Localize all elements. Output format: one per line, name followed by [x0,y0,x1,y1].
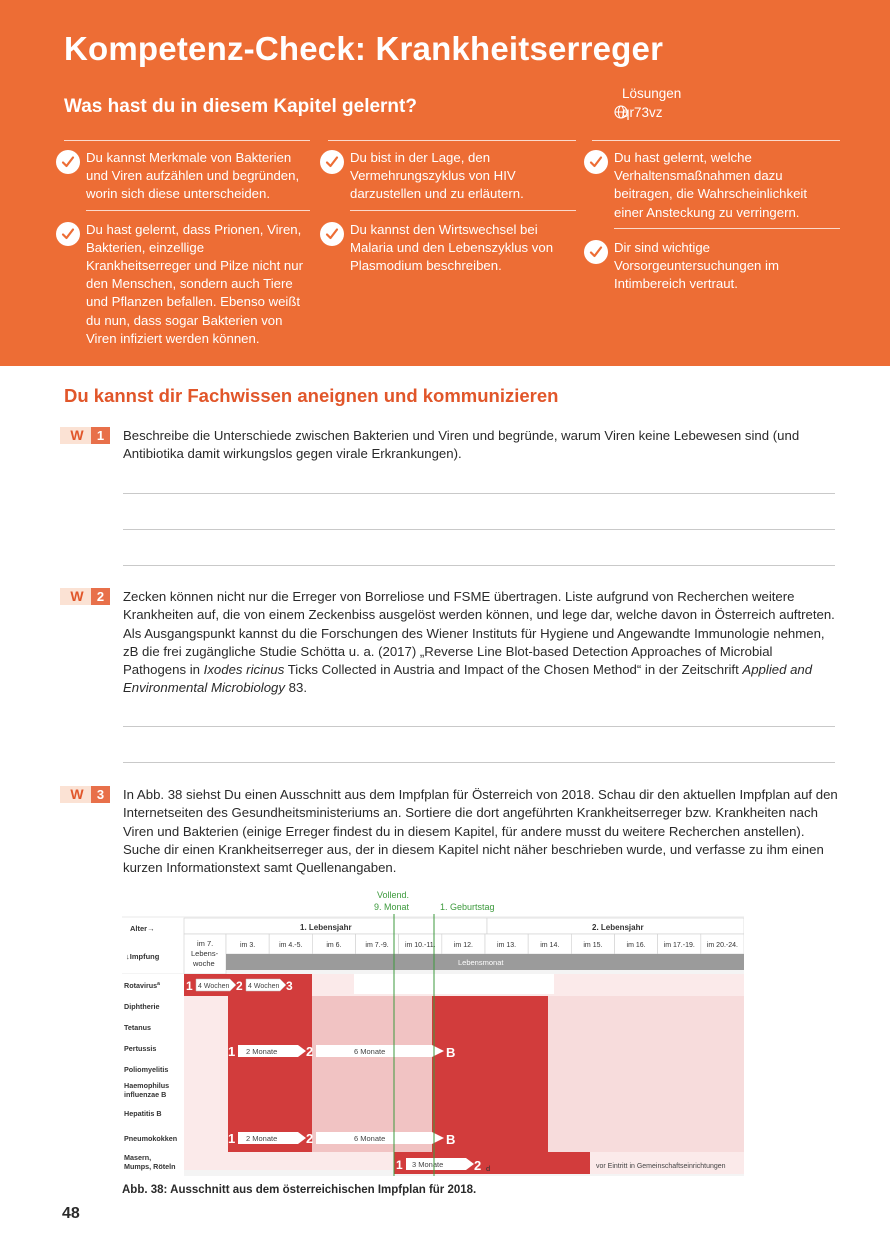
checklist-text: Du hast gelernt, dass Prionen, Viren, Bakterien, einzellige Krankheitserreger und Pilze nicht nur den Menschen, sondern auch Tiere und Pflanzen befallen. Ebenso weißt du nun, dass sogar Bakterien von Viren infiziert werden können. [86,221,303,346]
light-red-zone-2 [548,996,744,1152]
task-text: Beschreibe die Unterschiede zwischen Bakterien und Viren und begründe, warum Viren keine Lebewesen sind (und Antibiotika damit wirkungslos gegen virale Erkrankungen). [123,428,800,462]
divider [350,210,576,211]
vaccine-label: Mumps, Röteln [124,1162,176,1171]
pneumo-dose-b: B [446,1132,456,1147]
mmr-dose-2: 2 [474,1158,482,1173]
vaccine-label: Poliomyelitis [124,1065,169,1074]
checklist-column-3 [592,140,840,303]
checklist-item [592,149,840,229]
globe-icon [614,105,628,119]
divider [614,228,840,229]
page-title: Kompetenz-Check: Krankheitserreger [64,30,664,67]
pertussis-interval-1: 2 Monate [246,1047,278,1056]
pneumo-dose-1: 1 [228,1131,236,1146]
check-icon [584,150,608,174]
solutions-code: qr73vz [622,105,663,120]
checklist-column-2 [328,140,576,285]
divider [592,140,840,141]
check-icon [320,222,344,246]
month-label: im 13. [497,942,517,949]
pertussis-dose-2: 2 [306,1044,314,1059]
vaccination-schedule-figure [122,888,744,1176]
marker-geburtstag: 1. Geburtstag [440,902,495,912]
check-icon [584,240,608,264]
vaccine-label: Tetanus [124,1023,152,1032]
task-badge-number: 3 [91,786,110,803]
pneumo-interval-2: 6 Monate [354,1134,386,1143]
checklist-item [64,149,310,211]
check-icon [56,222,80,246]
task-text: Zecken können nicht nur die Erreger von Borreliose und FSME übertragen. Liste aufgrund von Recherchen weitere Krankheiten auf, die von einem Zeckenbiss ausgelöst werden können, und lege dar, welche davon in Österreich auftreten. Als Ausgangspunkt kannst du die Forschungen des Wiener Instituts für Hygiene und Angewandte Immunologie nehmen, zB die frei zugängliche Studie Schötta u. a. (2017) „Reverse Line Blot-based Detection Approaches of Microbial Pathogens in Ixodes ricinus Ticks Collected in Austria and Impact of the Chosen Method“ in der Zeitschrift Applied and Environmental Microbiology 83. [123,589,835,696]
checklist-item [328,221,576,276]
task-badge-letter: W [60,427,94,444]
rota-interval-2: 4 Wochen [248,983,280,990]
pertussis-interval-2: 6 Monate [354,1047,386,1056]
checklist-text: Du kannst Merkmale von Bakterien und Viren aufzählen und begründen, worin sich diese unterscheiden. [86,150,300,202]
checklist-item [592,239,840,294]
rota-interval-1: 4 Wochen [198,983,230,990]
vaccine-label: influenzae B [124,1090,167,1099]
task-badge [60,427,113,444]
pertussis-dose-b: B [446,1045,456,1060]
answer-line[interactable] [123,493,835,494]
header-subtitle: Was hast du in diesem Kapitel gelernt? [64,96,417,117]
checklist-item [64,221,310,348]
answer-line[interactable] [123,726,835,727]
task-badge-letter: W [60,786,94,803]
week-col-line3: woche [193,959,215,968]
rota-dose-3: 3 [286,979,293,993]
page-number: 48 [62,1205,80,1222]
divider [64,140,310,141]
check-icon [320,150,344,174]
month-label: im 4.-5. [279,942,303,949]
impfung-label: ↓Impfung [126,952,160,961]
checklist-text: Dir sind wichtige Vorsorgeuntersuchungen im Intimbereich vertraut. [614,239,779,292]
month-label: im 6. [326,942,342,949]
dark-red-zone-2 [432,996,548,1152]
vaccine-label: Diphtherie [124,1002,160,1011]
light-red-zone [312,996,432,1152]
month-label: im 3. [239,942,256,949]
solutions-label: Lösungen [622,86,682,101]
month-label: im 7.-9. [365,942,389,949]
pneumo-interval-1: 2 Monate [246,1134,278,1143]
month-label: im 10.-11. [404,942,436,949]
answer-line[interactable] [123,565,835,566]
week-col-line1: im 7. [197,939,214,948]
vaccine-label: Pneumokokken [124,1134,178,1143]
checklist-item [328,149,576,211]
dark-red-zone-1 [228,996,312,1152]
vaccine-label: Masern, [124,1153,152,1162]
rota-dose-1: 1 [186,979,193,993]
check-icon [56,150,80,174]
week-col-line2: Lebens- [191,949,219,958]
year2-label: 2. Lebensjahr [592,923,644,932]
month-label: im 12. [453,942,473,949]
vaccine-footnote-marker: a [157,981,160,987]
checklist-text: Du hast gelernt, welche Verhaltensmaßnahmen dazu beitragen, die Wahrscheinlichkeit einer Ansteckung zu verringern. [614,150,808,220]
answer-line[interactable] [123,529,835,530]
section-title: Du kannst dir Fachwissen aneignen und kommunizieren [64,385,559,406]
marker-vollend: Vollend. [377,890,410,900]
checklist-text: Du bist in der Lage, den Vermehrungszyklus von HIV darzustellen und zu erläutern. [350,150,524,202]
month-label: im 17.-19. [663,942,695,949]
month-label: im 20.-24. [706,942,738,949]
answer-line[interactable] [123,762,835,763]
month-label: im 15. [583,942,603,949]
mmr-interval: 3 Monate [412,1160,444,1169]
competence-check-header [0,0,890,366]
divider [86,210,310,211]
lebensmonat-label: Lebensmonat [458,958,504,967]
school-entry-label: vor Eintritt in Gemeinschaftseinrichtungen [596,1163,726,1170]
mmr-dose-1: 1 [396,1158,403,1172]
rota-dose-2: 2 [236,979,243,993]
task-badge-letter: W [60,588,94,605]
alter-label: Alter→ [130,924,155,933]
month-label: im 16. [626,942,646,949]
task-badge [60,588,113,605]
figure-caption: Abb. 38: Ausschnitt aus dem österreichischen Impfplan für 2018. [122,1184,477,1196]
marker-9-monat: 9. Monat [374,902,410,912]
task-badge-number: 2 [91,588,110,605]
year1-label: 1. Lebensjahr [300,923,352,932]
task-badge-number: 1 [91,427,110,444]
vaccine-label: Rotavirus$^a$ [124,981,160,990]
mmr-suffix: d [486,1164,491,1173]
month-label: im 14. [540,942,560,949]
vaccine-label: Haemophilus [124,1081,170,1090]
checklist-text: Du kannst den Wirtswechsel bei Malaria und den Lebenszyklus von Plasmodium beschreiben. [350,221,554,274]
month-headers [226,934,744,954]
white-gap [354,974,554,994]
vaccine-label: Hepatitis B [124,1109,162,1118]
checklist-column-1 [64,140,310,358]
task-text: In Abb. 38 siehst Du einen Ausschnitt aus dem Impfplan für Österreich von 2018. Schau dir den aktuellen Impfplan auf den Internetseiten des Gesundheitsministeriums an. Sortiere die dort angeführten Krankheitserreger bzw. Krankheiten nach Viren und Bakterien (einige Erreger findest du in diesem Kapitel, für andere musst du weitere Recherchen anstellen). Suche dir einen Krankheitserreger aus, der in diesem Kapitel nicht näher beschrieben wurde, und verfasse zu ihm einen kurzen Informationstext samt Quellenangaben. [123,787,838,876]
divider [328,140,576,141]
solutions-link[interactable] [614,85,681,121]
pertussis-dose-1: 1 [228,1044,236,1059]
pneumo-dose-2: 2 [306,1131,314,1146]
vaccine-label: Pertussis [124,1044,157,1053]
task-badge [60,786,113,803]
